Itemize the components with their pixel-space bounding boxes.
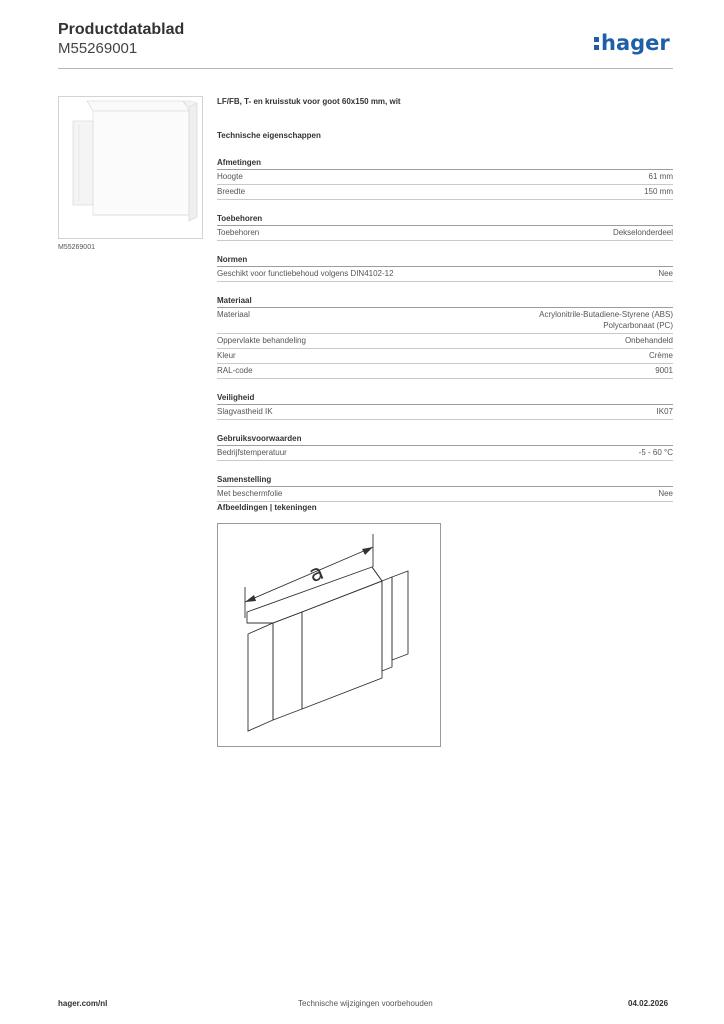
spec-value-line: Acrylonitrile-Butadiene-Styrene (ABS) (539, 310, 673, 319)
group-title: Toebehoren (217, 213, 673, 226)
spec-value (539, 309, 673, 331)
spec-label: Breedte (217, 187, 246, 196)
article-number: M55269001 (58, 40, 138, 57)
spec-group-gebruiksvoorwaarden (217, 433, 673, 461)
spec-row (217, 446, 673, 461)
spec-value: IK07 (656, 407, 673, 416)
spec-row (217, 226, 673, 241)
dimension-label: a (305, 559, 328, 589)
spec-label: Bedrijfstemperatuur (217, 448, 287, 457)
product-photo (58, 96, 203, 239)
spec-label: Kleur (217, 351, 236, 360)
spec-group-afmetingen (217, 157, 673, 200)
spec-value: 9001 (655, 366, 673, 375)
spec-value: Nee (658, 269, 673, 278)
spec-label: Oppervlakte behandeling (217, 336, 306, 345)
spec-label: RAL-code (217, 366, 253, 375)
spec-label: Geschikt voor functiebehoud volgens DIN4102-12 (217, 269, 394, 278)
page-title: Productdatablad (58, 21, 185, 38)
spec-label: Met beschermfolie (217, 489, 283, 498)
spec-group-materiaal (217, 295, 673, 379)
spec-row (217, 487, 673, 502)
spec-group-samenstelling (217, 474, 673, 502)
footer-date: 04.02.2026 (628, 999, 669, 1008)
technical-drawing (217, 523, 441, 747)
group-title: Normen (217, 254, 673, 267)
header-divider (58, 68, 673, 69)
spec-row (217, 405, 673, 420)
group-title: Veiligheid (217, 392, 673, 405)
spec-value: -5 - 60 °C (638, 448, 673, 457)
spec-label: Materiaal (217, 310, 250, 319)
drawings-title: Afbeeldingen | tekeningen (217, 503, 317, 512)
spec-group-normen (217, 254, 673, 282)
svg-text:hager: hager (601, 31, 670, 55)
spec-row (217, 308, 673, 334)
spec-value: Crème (648, 351, 673, 360)
group-title: Afmetingen (217, 157, 673, 170)
group-title: Materiaal (217, 295, 673, 308)
section-title: Technische eigenschappen (217, 131, 321, 140)
group-title: Gebruiksvoorwaarden (217, 433, 673, 446)
spec-value: Dekselonderdeel (612, 228, 673, 237)
spec-label: Slagvastheid IK (217, 407, 273, 416)
spec-value: 150 mm (644, 187, 673, 196)
spec-row (217, 185, 673, 200)
footer-website: hager.com/nl (58, 999, 108, 1008)
spec-value: Nee (658, 489, 673, 498)
spec-group-toebehoren (217, 213, 673, 241)
footer-disclaimer: Technische wijzigingen voorbehouden (298, 999, 433, 1008)
spec-value: 61 mm (648, 172, 673, 181)
hager-logo (592, 26, 676, 56)
spec-value: Onbehandeld (624, 336, 673, 345)
spec-row (217, 349, 673, 364)
spec-row (217, 170, 673, 185)
spec-label: Hoogte (217, 172, 243, 181)
spec-content (217, 96, 673, 502)
spec-group-veiligheid (217, 392, 673, 420)
spec-row (217, 267, 673, 282)
group-title: Samenstelling (217, 474, 673, 487)
spec-row (217, 334, 673, 349)
photo-caption: M55269001 (58, 244, 95, 251)
spec-label: Toebehoren (217, 228, 260, 237)
spec-value-line: Polycarbonaat (PC) (603, 321, 673, 330)
product-description: LF/FB, T- en kruisstuk voor goot 60x150 mm, wit (217, 97, 401, 106)
spec-row (217, 364, 673, 379)
